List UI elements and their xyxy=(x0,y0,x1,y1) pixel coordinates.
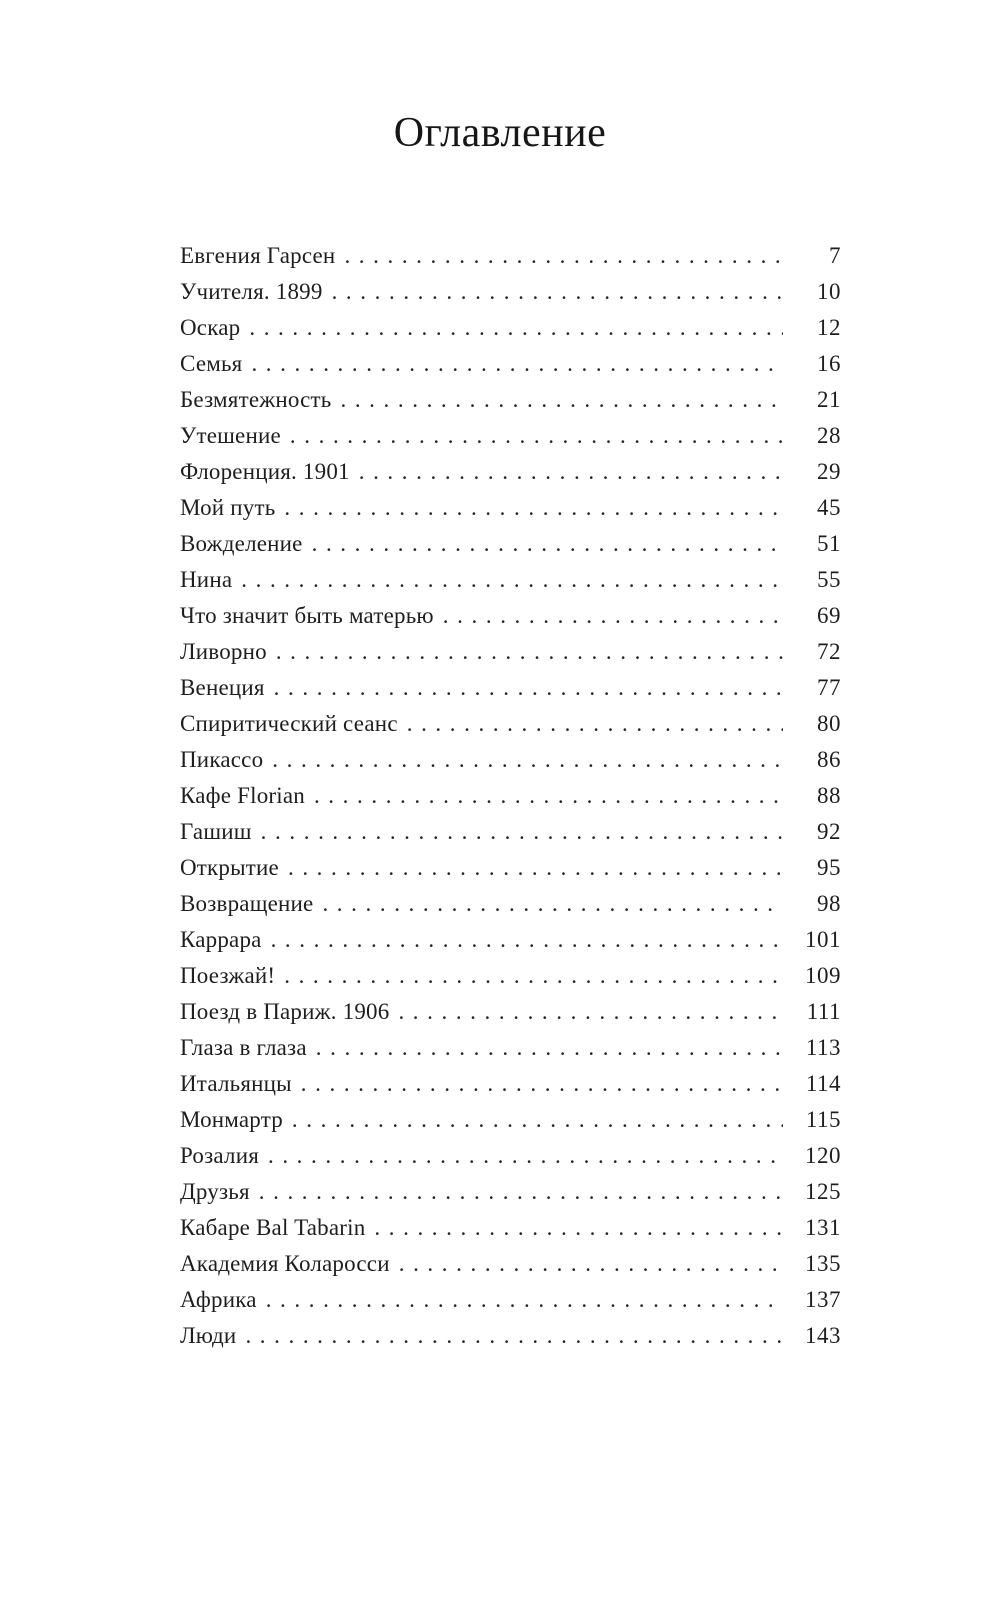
dot-leader xyxy=(272,742,783,778)
toc-entry-page: 51 xyxy=(817,531,841,557)
toc-entry-page: 72 xyxy=(817,639,841,665)
toc-entry-title: Кафе Florian xyxy=(180,783,305,809)
toc-entry-page: 131 xyxy=(805,1215,841,1241)
toc-entry-page: 114 xyxy=(805,1071,841,1097)
toc-entry-page: 7 xyxy=(829,243,841,269)
dot-leader xyxy=(322,886,783,922)
dot-leader xyxy=(374,1210,783,1246)
dot-leader xyxy=(251,346,783,382)
toc-entry-title: Кабаре Bal Tabarin xyxy=(180,1215,366,1241)
toc-entry xyxy=(180,1030,841,1066)
toc-entry-page: 137 xyxy=(805,1287,841,1313)
toc-entry-title: Друзья xyxy=(180,1179,250,1205)
page-title: Оглавление xyxy=(393,110,607,156)
dot-leader xyxy=(314,778,783,814)
dot-leader xyxy=(261,814,783,850)
toc-entry xyxy=(180,850,841,886)
toc-entry-title: Оскар xyxy=(180,315,241,341)
dot-leader xyxy=(292,1102,783,1138)
toc-entry xyxy=(180,1318,841,1354)
toc-entry xyxy=(180,742,841,778)
toc-entry-page: 45 xyxy=(817,495,841,521)
toc-entry-page: 80 xyxy=(817,711,841,737)
toc-entry xyxy=(180,1138,841,1174)
toc-entry-page: 28 xyxy=(817,423,841,449)
toc-entry xyxy=(180,382,841,418)
toc-entry-page: 86 xyxy=(817,747,841,773)
dot-leader xyxy=(284,958,783,994)
toc-entry xyxy=(180,814,841,850)
dot-leader xyxy=(359,454,783,490)
toc-entry-title: Монмартр xyxy=(180,1107,283,1133)
toc-entry-page: 12 xyxy=(817,315,841,341)
toc-entry xyxy=(180,670,841,706)
toc-entry xyxy=(180,418,841,454)
dot-leader xyxy=(332,274,783,310)
toc-entry-page: 111 xyxy=(806,999,841,1025)
dot-leader xyxy=(276,634,783,670)
dot-leader xyxy=(290,418,783,454)
toc-entry xyxy=(180,1282,841,1318)
toc-entry xyxy=(180,598,841,634)
toc-entry xyxy=(180,1210,841,1246)
toc-entry xyxy=(180,526,841,562)
toc-page xyxy=(0,108,1000,1609)
toc-entry-title: Евгения Гарсен xyxy=(180,243,336,269)
dot-leader xyxy=(398,994,783,1030)
toc-entry-page: 135 xyxy=(805,1251,841,1277)
toc-entry-title: Возвращение xyxy=(180,891,314,917)
toc-entry xyxy=(180,1246,841,1282)
dot-leader xyxy=(259,1174,783,1210)
toc-entry-page: 120 xyxy=(805,1143,841,1169)
dot-leader xyxy=(284,490,783,526)
toc-entry-title: Безмятежность xyxy=(180,387,332,413)
toc-entry-page: 125 xyxy=(805,1179,841,1205)
toc-entry-page: 21 xyxy=(817,387,841,413)
dot-leader xyxy=(288,850,783,886)
toc-entry xyxy=(180,490,841,526)
dot-leader xyxy=(245,1318,783,1354)
toc-entry-page: 16 xyxy=(817,351,841,377)
toc-entry xyxy=(180,238,841,274)
toc-entry-page: 77 xyxy=(817,675,841,701)
toc-entry-title: Венеция xyxy=(180,675,265,701)
toc-entry-title: Ливорно xyxy=(180,639,267,665)
dot-leader xyxy=(340,382,783,418)
dot-leader xyxy=(268,1138,783,1174)
toc-entry-title: Открытие xyxy=(180,855,279,881)
toc-entry xyxy=(180,634,841,670)
toc-entry-title: Итальянцы xyxy=(180,1071,292,1097)
toc-entry-page: 113 xyxy=(805,1035,841,1061)
toc-entry-title: Поезд в Париж. 1906 xyxy=(180,999,390,1025)
toc-entry-title: Розалия xyxy=(180,1143,259,1169)
toc-entry-title: Поезжай! xyxy=(180,963,276,989)
dot-leader xyxy=(399,1246,783,1282)
dot-leader xyxy=(316,1030,783,1066)
toc-entry-title: Нина xyxy=(180,567,233,593)
toc-entry xyxy=(180,886,841,922)
toc-entry-title: Каррара xyxy=(180,927,262,953)
toc-entry-page: 143 xyxy=(805,1323,841,1349)
toc-entry-title: Пикассо xyxy=(180,747,264,773)
toc-entry xyxy=(180,958,841,994)
toc-entry-title: Академия Коларосси xyxy=(180,1251,390,1277)
toc-entry-page: 69 xyxy=(817,603,841,629)
toc-list xyxy=(0,238,1000,1354)
toc-entry-title: Флоренция. 1901 xyxy=(180,459,350,485)
toc-entry-title: Что значит быть матерью xyxy=(180,603,434,629)
toc-entry-title: Вожделение xyxy=(180,531,303,557)
dot-leader xyxy=(274,670,783,706)
toc-entry xyxy=(180,706,841,742)
toc-entry-page: 92 xyxy=(817,819,841,845)
toc-entry-title: Спиритический сеанс xyxy=(180,711,398,737)
toc-entry-page: 98 xyxy=(817,891,841,917)
toc-entry-page: 101 xyxy=(805,927,841,953)
dot-leader xyxy=(344,238,783,274)
toc-entry-title: Утешение xyxy=(180,423,281,449)
toc-entry xyxy=(180,1066,841,1102)
dot-leader xyxy=(241,562,783,598)
toc-entry-page: 109 xyxy=(805,963,841,989)
toc-entry-title: Мой путь xyxy=(180,495,276,521)
toc-entry xyxy=(180,1102,841,1138)
dot-leader xyxy=(266,1282,783,1318)
dot-leader xyxy=(301,1066,783,1102)
toc-entry xyxy=(180,274,841,310)
toc-entry-page: 55 xyxy=(817,567,841,593)
toc-entry-title: Учителя. 1899 xyxy=(180,279,323,305)
toc-entry-title: Гашиш xyxy=(180,819,252,845)
toc-entry xyxy=(180,922,841,958)
toc-entry xyxy=(180,994,841,1030)
dot-leader xyxy=(312,526,783,562)
toc-entry xyxy=(180,310,841,346)
toc-entry xyxy=(180,1174,841,1210)
toc-entry-title: Семья xyxy=(180,351,243,377)
toc-entry-title: Африка xyxy=(180,1287,257,1313)
toc-entry-page: 95 xyxy=(817,855,841,881)
toc-entry-page: 29 xyxy=(817,459,841,485)
toc-entry xyxy=(180,346,841,382)
dot-leader xyxy=(443,598,783,634)
dot-leader xyxy=(271,922,783,958)
toc-entry-page: 10 xyxy=(817,279,841,305)
toc-entry-title: Глаза в глаза xyxy=(180,1035,307,1061)
toc-entry xyxy=(180,454,841,490)
toc-entry xyxy=(180,562,841,598)
toc-entry-page: 88 xyxy=(817,783,841,809)
toc-entry xyxy=(180,778,841,814)
dot-leader xyxy=(249,310,783,346)
dot-leader xyxy=(407,706,783,742)
toc-entry-page: 115 xyxy=(805,1107,841,1133)
toc-entry-title: Люди xyxy=(180,1323,237,1349)
